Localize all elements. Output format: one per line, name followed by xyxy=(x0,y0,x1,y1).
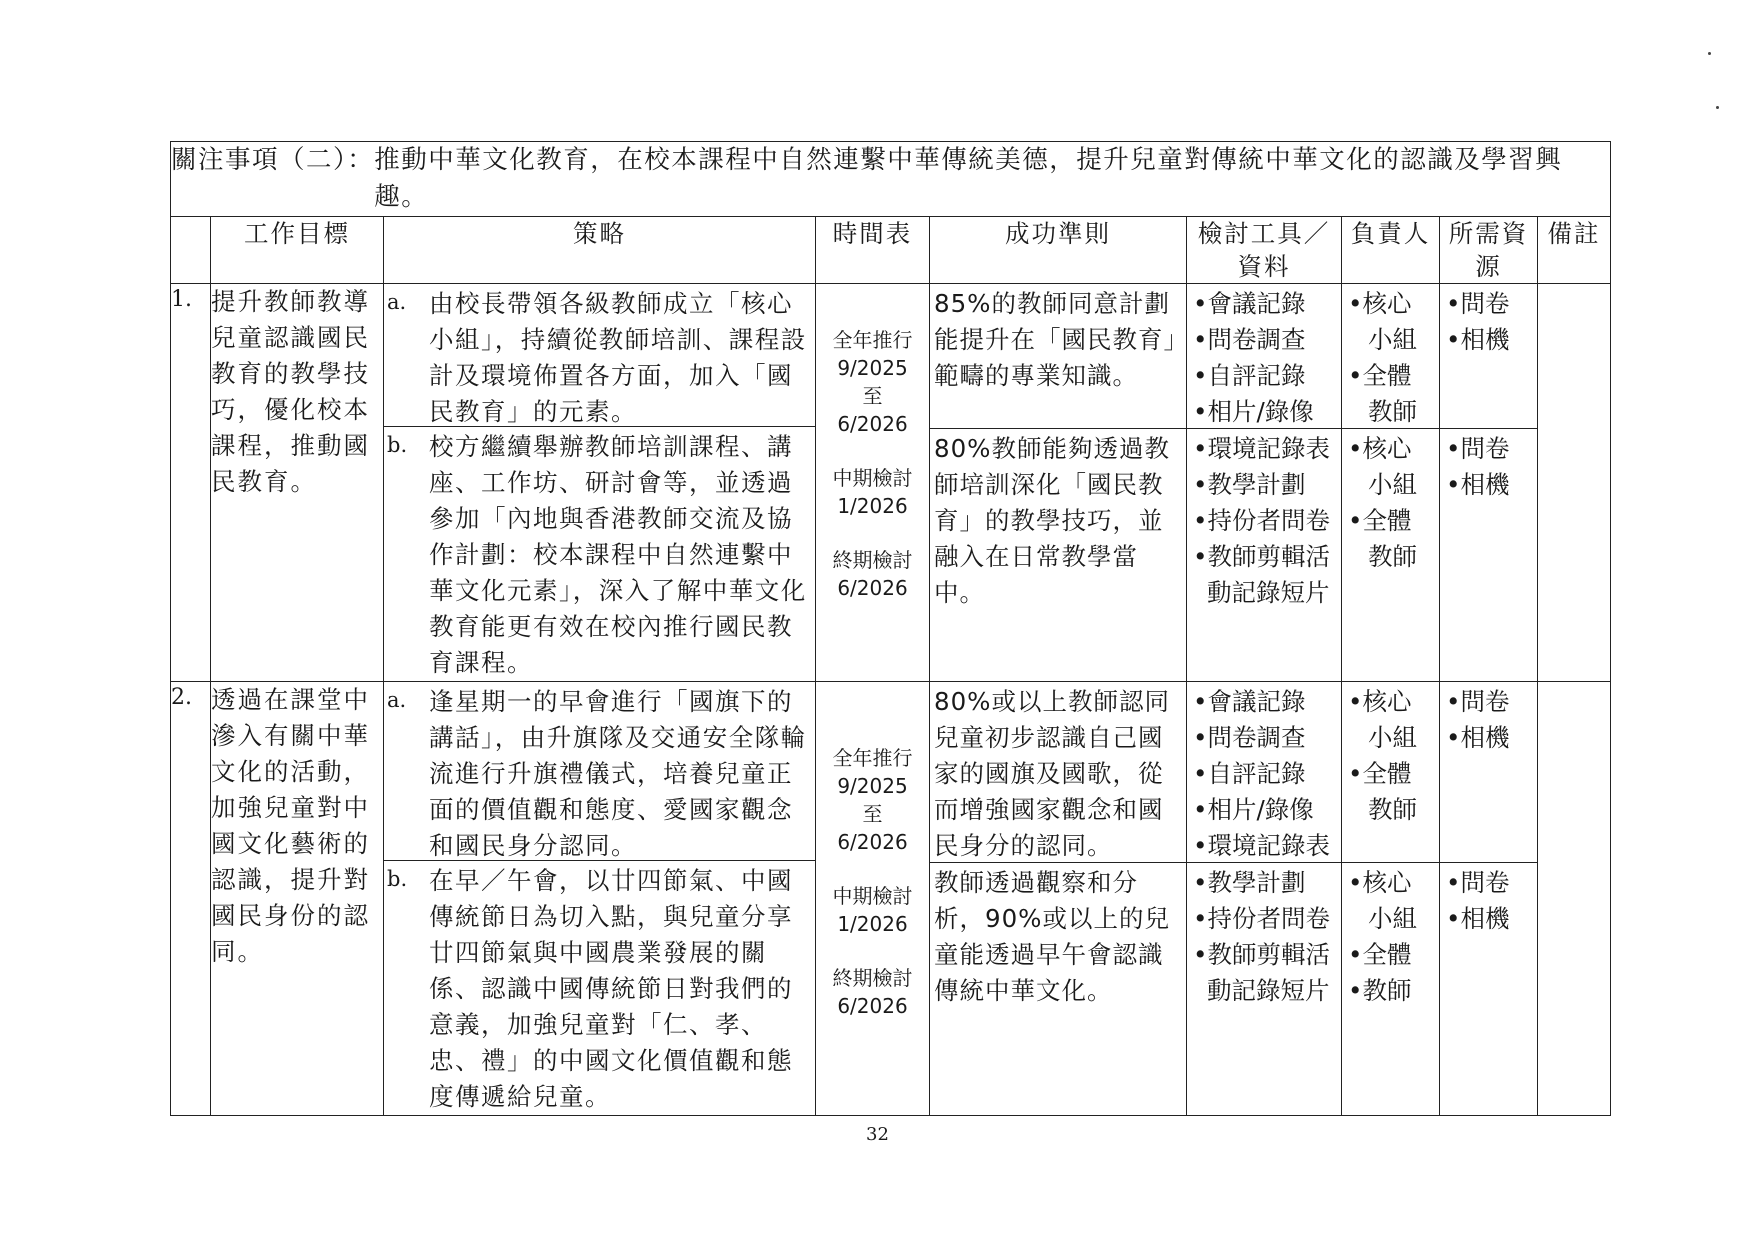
schedule-final-date: 6/2026 xyxy=(837,994,908,1018)
criteria-cell-top xyxy=(930,284,1186,428)
schedule-spacer xyxy=(816,438,929,464)
schedule-mid-label: 中期檢討 xyxy=(832,466,913,490)
schedule-full-to: 6/2026 xyxy=(837,412,908,436)
responsible-item: •核心 xyxy=(1348,868,1412,897)
resources-cell-bottom xyxy=(1440,862,1537,937)
tool-item: •教師剪輯活 xyxy=(1193,542,1330,571)
scan-speck xyxy=(1716,106,1719,109)
resources-cell xyxy=(1440,682,1538,1116)
criteria-cell xyxy=(930,682,1187,1116)
tool-item: •會議記錄 xyxy=(1193,289,1306,318)
tools-cell-bottom xyxy=(1187,862,1341,1009)
tool-item: •教師剪輯活 xyxy=(1193,940,1330,969)
schedule-mid-label: 中期檢討 xyxy=(832,884,913,908)
strategy-item xyxy=(384,284,815,426)
schedule-final-label: 終期檢討 xyxy=(832,966,913,990)
tool-item: •持份者問卷 xyxy=(1193,506,1330,535)
schedule-full-label: 全年推行 xyxy=(832,746,913,770)
header-tools: 檢討工具／資料 xyxy=(1187,217,1342,284)
criteria-cell-top xyxy=(930,682,1186,862)
responsible-item: •全體 xyxy=(1348,759,1412,788)
table-body xyxy=(171,284,1611,1116)
criteria-text: 80%或以上教師認同兒童初步認識自己國家的國旗及國歌，從而增強國家觀念和國民身分的認同。 xyxy=(934,687,1170,860)
tool-item: •問卷調查 xyxy=(1193,325,1306,354)
schedule-spacer xyxy=(816,284,929,326)
responsible-item: •核心 xyxy=(1348,687,1412,716)
page-number: 32 xyxy=(866,1124,889,1145)
schedule-final-label: 終期檢討 xyxy=(832,548,913,572)
strategy-cell xyxy=(384,682,816,1116)
tool-item: •相片/錄像 xyxy=(1193,795,1314,824)
resources-cell-top xyxy=(1440,284,1537,428)
responsible-cell-bottom xyxy=(1342,428,1439,575)
header-goal: 工作目標 xyxy=(211,217,384,284)
schedule-final-date: 6/2026 xyxy=(837,576,908,600)
responsible-item: •全體 xyxy=(1348,361,1412,390)
strategy-cell xyxy=(384,284,816,682)
responsible-item: 教師 xyxy=(1368,542,1417,571)
tool-item: •自評記錄 xyxy=(1193,361,1306,390)
strategy-label: a. xyxy=(387,688,407,712)
schedule-spacer xyxy=(816,938,929,964)
table-row xyxy=(171,284,1611,682)
criteria-cell xyxy=(930,284,1187,682)
criteria-text: 85%的教師同意計劃能提升在「國民教育」範疇的專業知識。 xyxy=(934,289,1177,390)
remarks-cell xyxy=(1538,682,1611,1116)
work-goal: 提升教師教導兒童認識國民教育的教學技巧，優化校本課程，推動國民教育。 xyxy=(211,284,384,682)
tool-item: •環境記錄表 xyxy=(1193,434,1330,463)
focus-plan-table xyxy=(170,141,1611,1116)
schedule-spacer xyxy=(816,682,929,744)
strategy-label: b. xyxy=(387,867,408,891)
responsible-item: 小組 xyxy=(1368,470,1417,499)
resources-cell-top xyxy=(1440,682,1537,862)
schedule-full-label: 全年推行 xyxy=(832,328,913,352)
criteria-text: 教師透過觀察和分析，90%或以上的兒童能透過早午會認識傳統中華文化。 xyxy=(934,868,1170,1005)
strategy-label: a. xyxy=(387,290,407,314)
strategy-text: 在早／午會，以廿四節氣、中國傳統節日為切入點，與兒童分享廿四節氣與中國農業發展的關係、認識中國傳統節日對我們的意義，加強兒童對「仁、孝、忠、禮」的中國文化價值觀和態度傳遞給兒童。 xyxy=(429,866,793,1111)
header-strategy: 策略 xyxy=(384,217,816,284)
responsible-item: •核心 xyxy=(1348,434,1412,463)
schedule-to: 至 xyxy=(862,384,883,408)
responsible-item: •教師 xyxy=(1348,976,1412,1005)
tool-list xyxy=(1193,684,1339,864)
tool-item: 動記錄短片 xyxy=(1207,578,1330,607)
resource-list xyxy=(1446,865,1535,937)
resource-list xyxy=(1446,431,1535,503)
resource-item: •相機 xyxy=(1446,325,1510,354)
schedule-to: 至 xyxy=(862,802,883,826)
tool-item: •持份者問卷 xyxy=(1193,904,1330,933)
resource-item: •相機 xyxy=(1446,723,1510,752)
strategy-text: 校方繼續舉辦教師培訓課程、講座、工作坊、研討會等，並透過參加「內地與香港教師交流及協作計劃：校本課程中自然連繫中華文化元素」，深入了解中華文化教育能更有效在校內推行國民教育課程。 xyxy=(429,432,807,677)
resource-item: •問卷 xyxy=(1446,687,1510,716)
responsible-item: •核心 xyxy=(1348,289,1412,318)
schedule-spacer xyxy=(816,856,929,882)
responsible-list xyxy=(1348,865,1437,1009)
responsible-list xyxy=(1348,286,1437,430)
criteria-cell-bottom xyxy=(930,862,1186,1009)
tool-list xyxy=(1193,431,1339,611)
responsible-item: 小組 xyxy=(1368,325,1417,354)
resource-list xyxy=(1446,684,1535,756)
tool-list xyxy=(1193,286,1339,430)
responsible-item: •全體 xyxy=(1348,940,1412,969)
schedule-mid-date: 1/2026 xyxy=(837,912,908,936)
table-header-row xyxy=(171,217,1611,284)
header-responsible: 負責人 xyxy=(1342,217,1440,284)
focus-title-label: 關注事項（二）： xyxy=(171,145,375,175)
criteria-cell-bottom xyxy=(930,428,1186,611)
tool-list xyxy=(1193,865,1339,1009)
resources-cell-bottom xyxy=(1440,428,1537,503)
schedule-full-to: 6/2026 xyxy=(837,830,908,854)
row-number: 2. xyxy=(171,682,211,1116)
tool-item: 動記錄短片 xyxy=(1207,976,1330,1005)
tool-item: •環境記錄表 xyxy=(1193,831,1330,860)
responsible-list xyxy=(1348,431,1437,575)
resource-item: •問卷 xyxy=(1446,289,1510,318)
focus-title-text: 推動中華文化教育，在校本課程中自然連繫中華傳統美德，提升兒童對傳統中華文化的認識及學習興趣。 xyxy=(374,145,1563,212)
strategy-text: 由校長帶領各級教師成立「核心小組」，持續從教師培訓、課程設計及環境佈置各方面，加入「國民教育」的元素。 xyxy=(429,289,807,426)
header-remarks: 備註 xyxy=(1538,217,1611,284)
tools-cell xyxy=(1187,682,1342,1116)
strategy-item xyxy=(384,682,815,860)
criteria-text: 80%教師能夠透過教師培訓深化「國民教育」的教學技巧，並融入在日常教學當中。 xyxy=(934,434,1170,607)
responsible-item: •全體 xyxy=(1348,506,1412,535)
schedule-full-from: 9/2025 xyxy=(837,356,908,380)
header-criteria: 成功準則 xyxy=(930,217,1187,284)
work-goal: 透過在課堂中滲入有關中華文化的活動，加強兒童對中國文化藝術的認識，提升對國民身份的認同。 xyxy=(211,682,384,1116)
responsible-cell xyxy=(1342,682,1440,1116)
tool-item: •會議記錄 xyxy=(1193,687,1306,716)
focus-title-cell xyxy=(171,142,1611,217)
responsible-item: 教師 xyxy=(1368,397,1417,426)
plan-page xyxy=(170,141,1610,1116)
responsible-item: 小組 xyxy=(1368,723,1417,752)
header-resources: 所需資源 xyxy=(1440,217,1538,284)
schedule-full-from: 9/2025 xyxy=(837,774,908,798)
tools-cell xyxy=(1187,284,1342,682)
responsible-cell xyxy=(1342,284,1440,682)
responsible-cell-top xyxy=(1342,682,1439,862)
header-blank xyxy=(171,217,211,284)
strategy-item xyxy=(384,860,815,1115)
strategy-text: 逢星期一的早會進行「國旗下的講話」，由升旗隊及交通安全隊輪流進行升旗禮儀式，培養兒童正面的價值觀和態度、愛國家觀念和國民身分認同。 xyxy=(429,687,807,860)
tool-item: •自評記錄 xyxy=(1193,759,1306,788)
resource-item: •相機 xyxy=(1446,904,1510,933)
responsible-item: 教師 xyxy=(1368,795,1417,824)
tools-cell-top xyxy=(1187,682,1341,862)
row-number: 1. xyxy=(171,284,211,682)
tool-item: •教學計劃 xyxy=(1193,470,1306,499)
resource-item: •問卷 xyxy=(1446,434,1510,463)
resource-list xyxy=(1446,286,1535,358)
responsible-item: 小組 xyxy=(1368,904,1417,933)
remarks-cell xyxy=(1538,284,1611,682)
schedule-spacer xyxy=(816,520,929,546)
resource-item: •相機 xyxy=(1446,470,1510,499)
tool-item: •相片/錄像 xyxy=(1193,397,1314,426)
resource-item: •問卷 xyxy=(1446,868,1510,897)
schedule-mid-date: 1/2026 xyxy=(837,494,908,518)
responsible-cell-bottom xyxy=(1342,862,1439,1009)
strategy-item xyxy=(384,426,815,681)
resources-cell xyxy=(1440,284,1538,682)
header-schedule: 時間表 xyxy=(816,217,930,284)
schedule-cell xyxy=(816,682,930,1116)
tool-item: •教學計劃 xyxy=(1193,868,1306,897)
responsible-cell-top xyxy=(1342,284,1439,428)
tool-item: •問卷調查 xyxy=(1193,723,1306,752)
responsible-list xyxy=(1348,684,1437,828)
schedule-cell xyxy=(816,284,930,682)
table-row xyxy=(171,682,1611,1116)
strategy-label: b. xyxy=(387,433,408,457)
tools-cell-bottom xyxy=(1187,428,1341,611)
tools-cell-top xyxy=(1187,284,1341,428)
scan-speck xyxy=(1708,52,1711,55)
